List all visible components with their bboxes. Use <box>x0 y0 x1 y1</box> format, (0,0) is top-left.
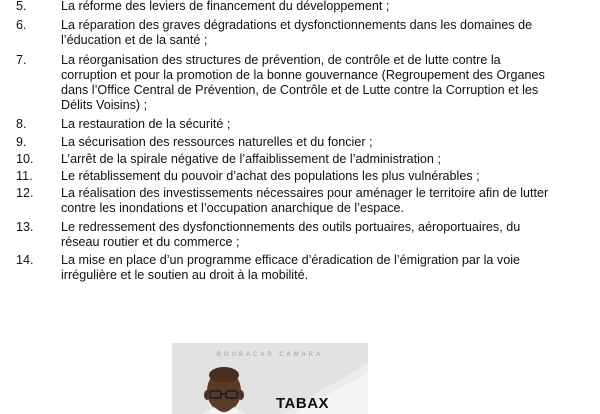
list-item-line: l’éducation et de la santé ; <box>61 33 208 48</box>
list-item-line: L’arrêt de la spirale négative de l’affaiblissement de l’administration ; <box>61 151 441 166</box>
list-item <box>16 135 586 150</box>
list-item-number: 5. <box>16 0 27 13</box>
list-item-text <box>61 18 586 48</box>
list-item-line: réseau routier et du commerce ; <box>61 234 240 249</box>
list-item-line: La réparation des graves dégradations et dysfonctionnements dans les domaines de <box>61 18 533 33</box>
list-item-number: 6. <box>16 18 27 33</box>
list-item-text <box>61 253 586 283</box>
list-item-number: 12. <box>16 186 34 201</box>
list-item-text <box>61 152 586 167</box>
list-item-number: 10. <box>16 151 34 166</box>
list-item-line: Délits Voisins) ; <box>61 98 148 113</box>
list-item <box>16 53 586 114</box>
list-item <box>16 186 586 216</box>
cover-author-name: BOUBACAR CAMARA <box>216 352 323 358</box>
list-item-line: La réorganisation des structures de prévention, de contrôle et de lutte contre la <box>61 52 501 67</box>
list-item <box>16 0 586 14</box>
list-item-text <box>61 186 586 216</box>
list-item <box>16 220 586 250</box>
list-item <box>16 117 586 132</box>
list-item-text <box>61 135 586 150</box>
list-item <box>16 253 586 283</box>
list-item-number: 13. <box>16 219 34 234</box>
list-item-number: 7. <box>16 52 27 67</box>
list-item-line: Le rétablissement du pouvoir d’achat des populations les plus vulnérables ; <box>61 169 480 184</box>
list-item-line: La mise en place d’un programme efficace d’éradication de l’émigration par la voie <box>61 253 520 268</box>
list-item-line: corruption et pour la promotion de la bonne gouvernance (Regroupement des Organes <box>61 67 545 82</box>
list-item-text <box>61 220 586 250</box>
list-item-number: 14. <box>16 253 34 268</box>
list-item-text <box>61 53 586 114</box>
author-portrait <box>184 361 256 414</box>
list-item-line: dans l’Office Central de Prévention, de Contrôle et de Lutte contre la Corruption et les <box>61 83 539 98</box>
list-item <box>16 18 586 48</box>
list-item-line: irrégulière et le soutien au droit à la mobilité. <box>61 268 309 283</box>
list-item-line: contre les inondations et l’occupation anarchique de l’espace. <box>61 201 405 216</box>
list-item-line: Le redressement des dysfonctionnements des outils portuaires, aéroportuaires, du <box>61 219 521 234</box>
list-item <box>16 152 586 167</box>
list-item-line: La réalisation des investissements nécessaires pour aménager le territoire afin de lutter <box>61 186 549 201</box>
list-item-number: 8. <box>16 117 27 132</box>
list-item <box>16 169 586 184</box>
list-item-text <box>61 117 586 132</box>
cover-title: TABAX <box>276 395 330 412</box>
list-item-line: La réforme des leviers de financement du développement ; <box>61 0 390 13</box>
list-item-text <box>61 0 586 14</box>
book-cover-image <box>172 343 368 414</box>
list-item-line: La sécurisation des ressources naturelles et du foncier ; <box>61 134 373 149</box>
list-item-text <box>61 169 586 184</box>
numbered-list <box>16 0 586 283</box>
list-item-number: 9. <box>16 134 27 149</box>
list-item-line: La restauration de la sécurité ; <box>61 117 231 132</box>
list-item-number: 11. <box>16 169 33 184</box>
